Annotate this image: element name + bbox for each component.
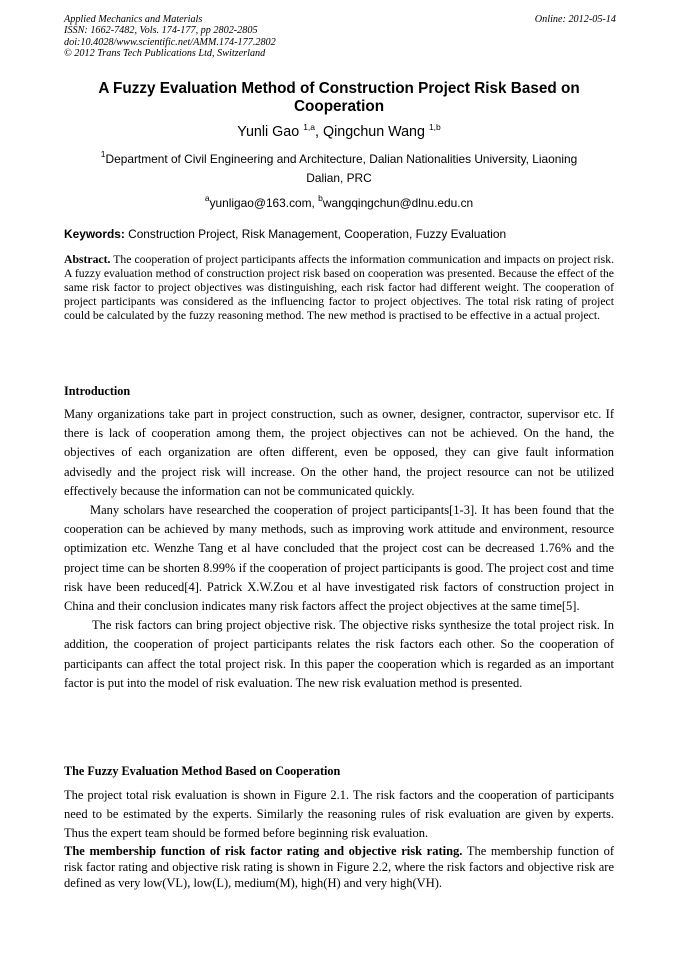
- run-in-heading: The membership function of risk factor rating and objective risk rating.: [64, 844, 463, 858]
- author-superscript: 1,a: [303, 122, 316, 132]
- abstract: [64, 253, 614, 323]
- membership-paragraph: [64, 843, 614, 892]
- paragraph: The project total risk evaluation is shown in Figure 2.1. The risk factors and the cooperation of participants need to be estimated by the experts. Similarly the reasoning rules of risk evaluation are given by experts. Thus the expert team should be formed before beginning risk evaluation.: [64, 788, 614, 841]
- section-heading-introduction: Introduction: [64, 384, 131, 398]
- section-heading-method: The Fuzzy Evaluation Method Based on Cooperation: [64, 764, 341, 778]
- doi-line: doi:10.4028/www.scientific.net/AMM.174-177.2802: [64, 36, 276, 48]
- email-superscript: a: [204, 193, 210, 203]
- introduction-body: [64, 405, 614, 693]
- author-name: Qingchun Wang: [322, 124, 425, 140]
- paragraph: Many scholars have researched the cooperation of project participants[1-3]. It has been found that the cooperation can be achieved by many methods, such as improving work attitude and environment, resource optimization etc. Wenzhe Tang et al have concluded that the project cost can be decreased 1.76% and the project time can be shorten 8.99% if the cooperation of project participants is good. The project cost and time risk have been reduced[4]. Patrick X.W.Zou et al have investigated risk factors of construction project in China and their conclusion indicates many risk factors affect the project objectives at the same time[5].: [64, 503, 614, 614]
- journal-name: Applied Mechanics and Materials: [64, 14, 203, 25]
- method-body: [64, 786, 614, 844]
- keywords: [64, 226, 616, 242]
- abstract-text: The cooperation of project participants affects the information communication and impacts on project risk. A fuzzy evaluation method of construction project risk based on cooperation was presented. Because the effect of the same risk factor to project objectives was distinguishing, each risk factor had different weight. The cooperation of project participants was considered as the influencing factor to project objectives. The total risk rating of project could be calculated by the fuzzy reasoning method. The new method is practised to be effective in a actual project.: [64, 253, 614, 323]
- copyright-line: © 2012 Trans Tech Publications Ltd, Switzerland: [64, 48, 266, 60]
- email-line: [64, 195, 614, 211]
- issn-line: ISSN: 1662-7482, Vols. 174-177, pp 2802-2805: [64, 25, 258, 37]
- abstract-label: Abstract.: [64, 253, 111, 266]
- keywords-label: Keywords:: [64, 227, 125, 241]
- paragraph: The risk factors can bring project objective risk. The objective risks synthesize the total project risk. In addition, the cooperation of project participants relates the risk factors each other. So the cooperation of participants can affect the total project risk. In this paper the cooperation which is regarded as an important factor is put into the model of risk evaluation. The new risk evaluation method is presented.: [64, 618, 614, 690]
- email-address: wangqingchun@dlnu.edu.cn: [322, 196, 474, 210]
- affiliation-text: Department of Civil Engineering and Architecture, Dalian Nationalities University, Liaoning Dalian, PRC: [105, 152, 578, 185]
- author-name: Yunli Gao: [237, 124, 300, 140]
- author-separator: ,: [315, 124, 323, 140]
- email-superscript: b: [318, 193, 323, 203]
- journal-header: [64, 14, 616, 60]
- affiliation: [84, 150, 594, 188]
- paragraph-text: The membership function of risk factor rating and objective risk rating is shown in Figure 2.2, where the risk factors and objective risk are defined as very low(VL), low(L), medium(M), high(H) and very high(VH).: [64, 844, 614, 891]
- author-superscript: 1,b: [428, 122, 441, 132]
- author-list: [64, 123, 614, 141]
- paper-title: A Fuzzy Evaluation Method of Construction Project Risk Based on Cooperation: [98, 80, 580, 115]
- email-address: yunligao@163.com,: [209, 196, 319, 210]
- keywords-text: Construction Project, Risk Management, Cooperation, Fuzzy Evaluation: [124, 227, 507, 241]
- affiliation-superscript: 1: [100, 149, 106, 159]
- paragraph: Many organizations take part in project construction, such as owner, designer, contractor, supervisor etc. If there is lack of cooperation among them, the project objectives can not be achieved. On the hand, the objectives of each organization are often different, even be opposed, they can give fault information advisedly and the project risk will increase. On the other hand, the project resource can not be utilized effectively because the information can not be communicated quickly.: [64, 407, 614, 498]
- online-date: Online: 2012-05-14: [534, 14, 616, 25]
